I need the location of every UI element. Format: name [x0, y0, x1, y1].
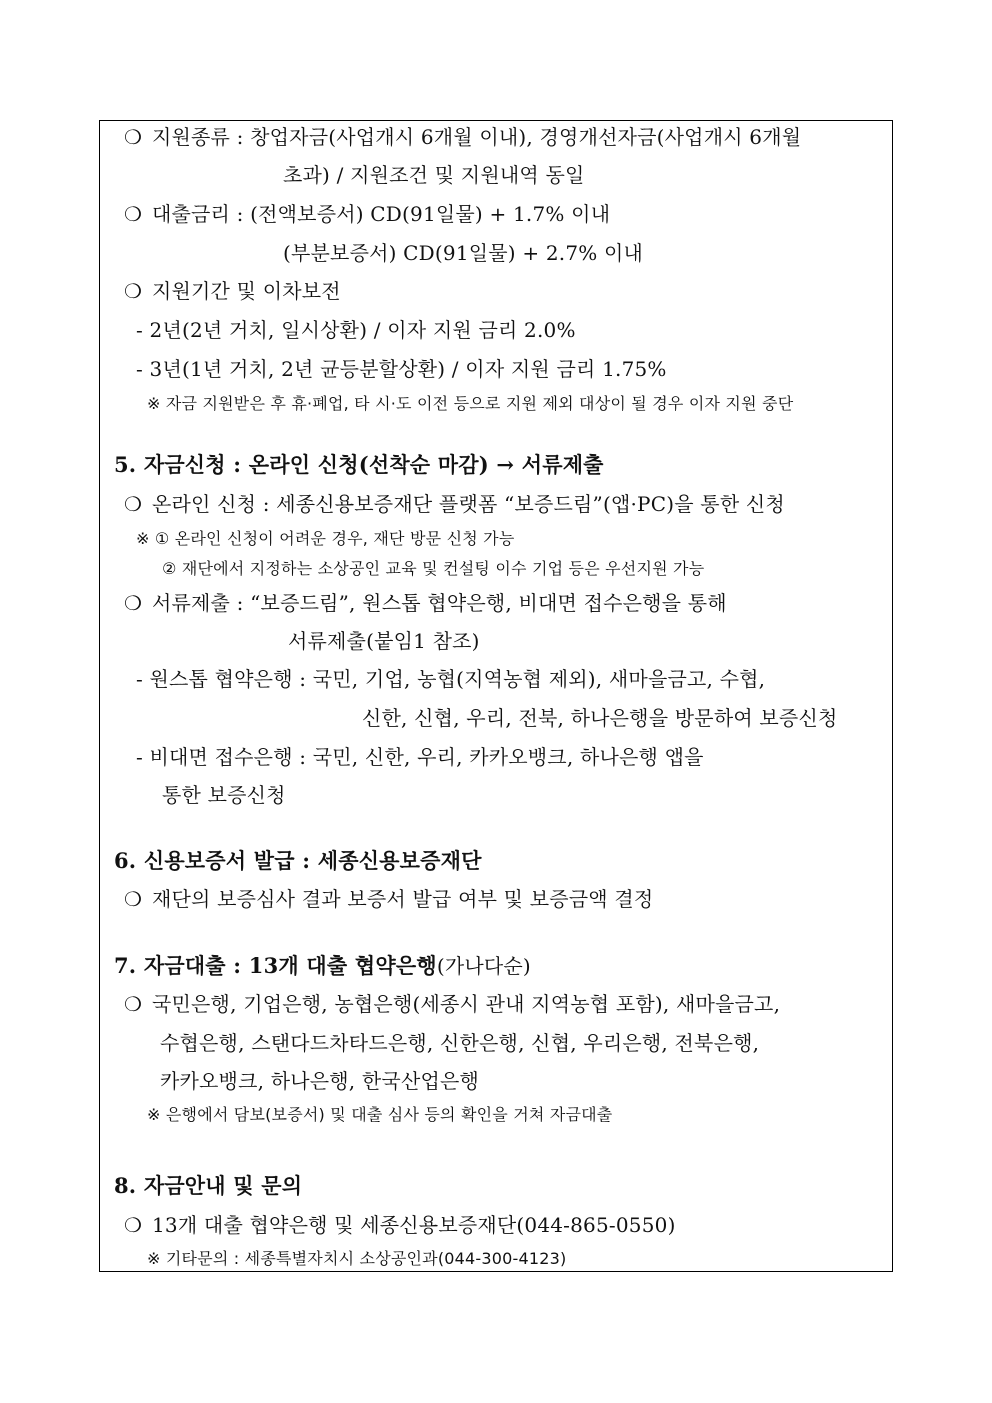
docs-line-2: 서류제출(붙임1 참조) [288, 629, 480, 653]
section-7-heading-suffix: (가나다순) [436, 954, 531, 978]
period-note: ※ 자금 지원받은 후 휴·폐업, 타 시·도 이전 등으로 지원 제외 대상이 될 경우 이자 지원 중단 [147, 394, 794, 413]
docs-line: ❍ 서류제출 : “보증드림”, 원스톱 협약은행, 비대면 접수은행을 통해 [124, 591, 727, 615]
bullet-icon: ❍ [124, 279, 143, 303]
bullet-icon: ❍ [124, 202, 143, 226]
loan-note: ※ 은행에서 담보(보증서) 및 대출 심사 등의 확인을 거쳐 자금대출 [147, 1105, 613, 1124]
bullet-icon: ❍ [124, 591, 143, 615]
section-7-heading: 7. 자금대출 : 13개 대출 협약은행(가나다순) [114, 953, 531, 978]
loan-rate-label: 대출금리 : [152, 202, 244, 226]
period-title: ❍ 지원기간 및 이차보전 [124, 279, 341, 303]
online-apply-line: ❍ 온라인 신청 : 세종신용보증재단 플랫폼 “보증드림”(앱·PC)을 통한 신청 [124, 492, 785, 516]
bullet-icon: ❍ [124, 992, 143, 1016]
period-item-1: - 2년(2년 거치, 일시상환) / 이자 지원 금리 2.0% [136, 318, 576, 342]
bullet-icon: ❍ [124, 125, 143, 149]
support-type-text: 창업자금(사업개시 6개월 이내), 경영개선자금(사업개시 6개월 [250, 125, 802, 149]
section-6-heading: 6. 신용보증서 발급 : 세종신용보증재단 [114, 848, 482, 873]
bullet-icon: ❍ [124, 887, 143, 911]
online-note-1: ※ ① 온라인 신청이 어려운 경우, 재단 방문 신청 가능 [136, 529, 515, 548]
loan-rate-line [124, 201, 610, 227]
remote-bank-line-2: 통한 보증신청 [162, 783, 286, 807]
banks-line-3: 카카오뱅크, 하나은행, 한국산업은행 [160, 1069, 480, 1093]
loan-rate-partial: (부분보증서) CD(91일물) + 2.7% 이내 [283, 241, 644, 265]
section-5-heading: 5. 자금신청 : 온라인 신청(선착순 마감) → 서류제출 [114, 452, 604, 477]
guarantee-review-line: ❍ 재단의 보증심사 결과 보증서 발급 여부 및 보증금액 결정 [124, 887, 654, 911]
banks-line-1: ❍ 국민은행, 기업은행, 농협은행(세종시 관내 지역농협 포함), 새마을금고, [124, 992, 781, 1016]
onestop-bank-line: - 원스톱 협약은행 : 국민, 기업, 농협(지역농협 제외), 새마을금고, 수협, [136, 667, 766, 691]
banks-line-2: 수협은행, 스탠다드차타드은행, 신한은행, 신협, 우리은행, 전북은행, [160, 1031, 760, 1055]
contact-line: ❍ 13개 대출 협약은행 및 세종신용보증재단(044-865-0550) [124, 1213, 676, 1237]
loan-rate-full: (전액보증서) CD(91일물) + 1.7% 이내 [250, 202, 611, 226]
support-type-line-2: 초과) / 지원조건 및 지원내역 동일 [283, 163, 585, 187]
remote-bank-line: - 비대면 접수은행 : 국민, 신한, 우리, 카카오뱅크, 하나은행 앱을 [136, 745, 704, 769]
bullet-icon: ❍ [124, 1213, 143, 1237]
period-item-2: - 3년(1년 거치, 2년 균등분할상환) / 이자 지원 금리 1.75% [136, 357, 667, 381]
support-type-label: 지원종류 : [152, 125, 244, 149]
onestop-bank-line-2: 신한, 신협, 우리, 전북, 하나은행을 방문하여 보증신청 [362, 706, 838, 730]
support-type-line [124, 124, 801, 150]
section-8-heading: 8. 자금안내 및 문의 [114, 1173, 303, 1198]
contact-note: ※ 기타문의 : 세종특별자치시 소상공인과(044-300-4123) [147, 1249, 567, 1268]
online-note-2: ② 재단에서 지정하는 소상공인 교육 및 컨설팅 이수 기업 등은 우선지원 가능 [162, 559, 705, 578]
bullet-icon: ❍ [124, 492, 143, 516]
